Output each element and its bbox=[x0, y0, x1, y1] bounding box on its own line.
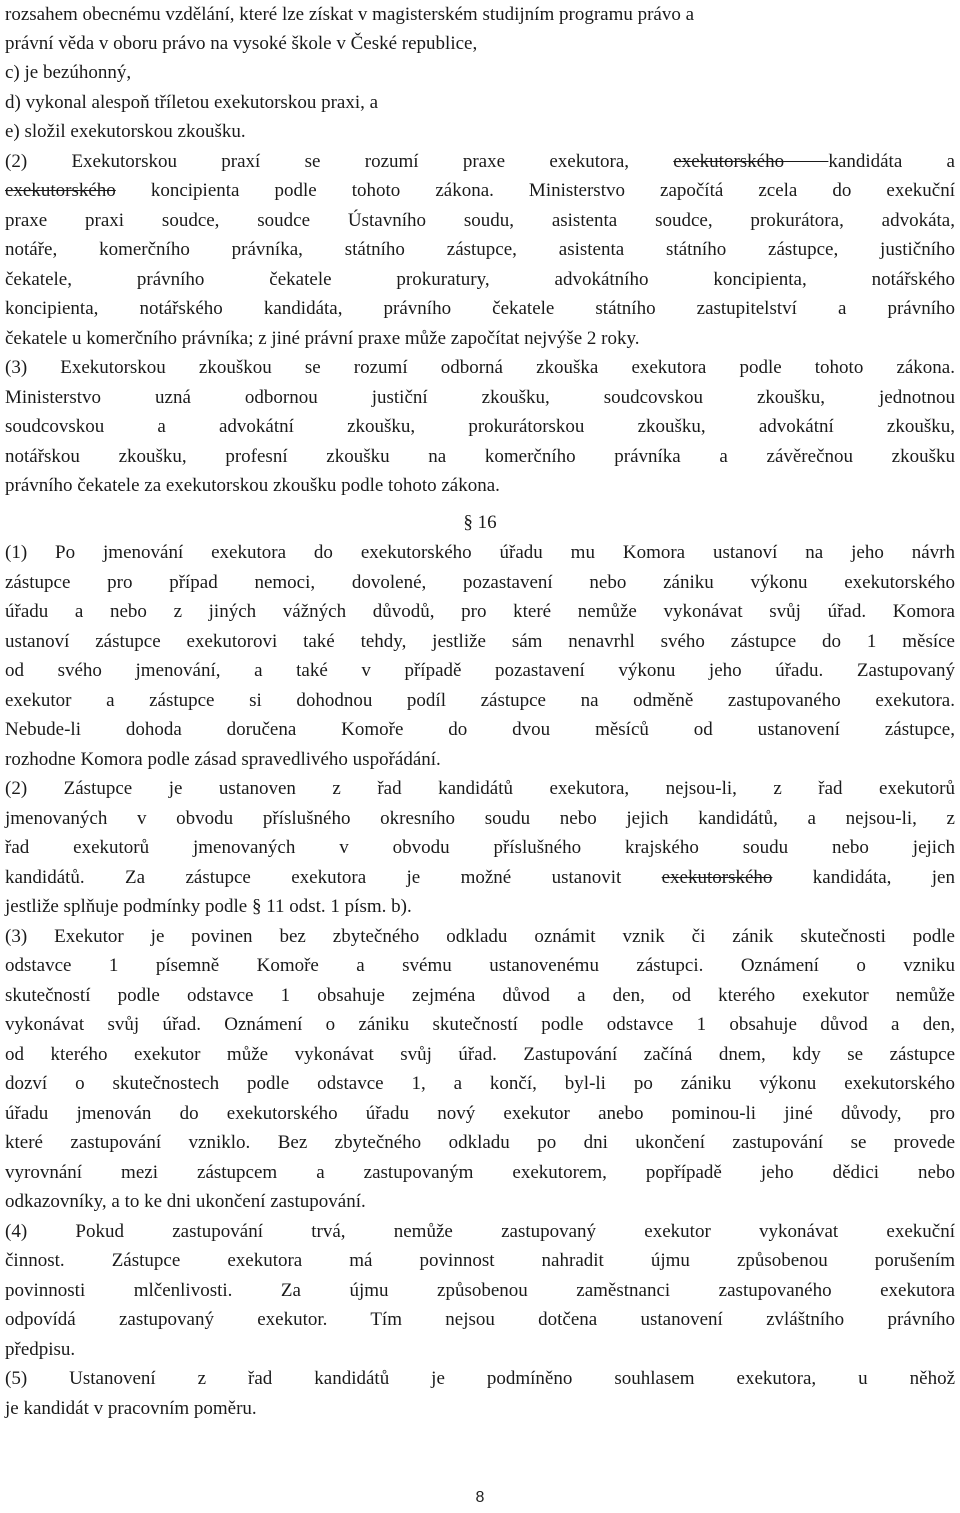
text-line: (3) Exekutor je povinen bez zbytečného odkladu oznámit vznik či zánik skutečnosti podle bbox=[5, 926, 955, 947]
text-line: úřadu a nebo z jiných vážných důvodů, pro které nemůže vykonávat svůj úřad. Komora bbox=[5, 601, 955, 622]
text-line: Ministerstvo uzná odbornou justiční zkoušku, soudcovskou zkoušku, jednotnou bbox=[5, 387, 955, 408]
text-line: činnost. Zástupce exekutora má povinnost nahradit újmu způsobenou porušením bbox=[5, 1250, 955, 1271]
text-line: e) složil exekutorskou zkoušku. bbox=[5, 121, 246, 142]
struck-text: exekutorského bbox=[5, 180, 116, 201]
text-line: (2) Zástupce je ustanoven z řad kandidátů exekutora, nejsou-li, z řad exekutorů bbox=[5, 778, 955, 799]
text-line: notáře, komerčního právníka, státního zástupce, asistenta státního zástupce, justičního bbox=[5, 239, 955, 260]
document-page bbox=[5, 0, 955, 1513]
text-line: od kterého exekutor může vykonávat svůj úřad. Zastupování začíná dnem, kdy se zástupce bbox=[5, 1044, 955, 1065]
text-line: odkazovníky, a to ke dni ukončení zastupování. bbox=[5, 1191, 366, 1212]
text-line: (5) Ustanovení z řad kandidátů je podmíněno souhlasem exekutora, u něhož bbox=[5, 1368, 955, 1389]
text-line: Nebude-li dohoda doručena Komoře do dvou měsíců od ustanovení zástupce, bbox=[5, 719, 955, 740]
text-line: d) vykonal alespoň tříletou exekutorskou praxi, a bbox=[5, 92, 379, 113]
text-line: jestliže splňuje podmínky podle § 11 odst. 1 písm. b). bbox=[5, 896, 412, 917]
text-line: odstavce 1 písemně Komoře a svému ustanovenému zástupci. Oznámení o vzniku bbox=[5, 955, 955, 976]
text-line: koncipienta, notářského kandidáta, právního čekatele státního zastupitelství a právního bbox=[5, 298, 955, 319]
text-line: (1) Po jmenování exekutora do exekutorského úřadu mu Komora ustanoví na jeho návrh bbox=[5, 542, 955, 563]
text-line: čekatele u komerčního právníka; z jiné právní praxe může započítat nejvýše 2 roky. bbox=[5, 328, 640, 349]
text-line: kandidátů. Za zástupce exekutora je možné ustanovit exekutorského kandidáta, jen bbox=[5, 867, 955, 888]
text-line: vykonávat svůj úřad. Oznámení o zániku skutečností podle odstavce 1 obsahuje důvod a den, bbox=[5, 1014, 955, 1035]
text-line: ustanoví zástupce exekutorovi také tehdy, jestliže sám nenavrhl svého zástupce do 1 měsíce bbox=[5, 631, 955, 652]
text-line: rozhodne Komora podle zásad spravedlivého uspořádání. bbox=[5, 749, 441, 770]
text-line: praxe praxi soudce, soudce Ústavního soudu, asistenta soudce, prokurátora, advokáta, bbox=[5, 210, 955, 231]
text-line: povinnosti mlčenlivosti. Za újmu způsobenou zaměstnanci zastupovaného exekutora bbox=[5, 1280, 955, 1301]
section-heading: § 16 bbox=[463, 512, 497, 533]
text-line: řad exekutorů jmenovaných v obvodu příslušného krajského soudu nebo jejich bbox=[5, 837, 955, 858]
text-line: jmenovaných v obvodu příslušného okresního soudu nebo jejich kandidátů, a nejsou-li, z bbox=[5, 808, 955, 829]
text-line: skutečností podle odstavce 1 obsahuje zejména důvod a den, od kterého exekutor nemůže bbox=[5, 985, 955, 1006]
text-line: zástupce pro případ nemoci, dovolené, pozastavení nebo zániku výkonu exekutorského bbox=[5, 572, 955, 593]
text-line: soudcovskou a advokátní zkoušku, prokurátorskou zkoušku, advokátní zkoušku, bbox=[5, 416, 955, 437]
text-line: exekutorského koncipienta podle tohoto zákona. Ministerstvo započítá zcela do exekuční bbox=[5, 180, 955, 201]
text-line: které zastupování vzniklo. Bez zbytečného odkladu po dni ukončení zastupování se provede bbox=[5, 1132, 955, 1153]
text-line: právní věda v oboru právo na vysoké škole v České republice, bbox=[5, 33, 478, 54]
text-line: odpovídá zastupovaný exekutor. Tím nejsou dotčena ustanovení zvláštního právního bbox=[5, 1309, 955, 1330]
page-number: 8 bbox=[475, 1489, 485, 1506]
text-line: předpisu. bbox=[5, 1339, 76, 1360]
text-line: (2) Exekutorskou praxí se rozumí praxe exekutora, exekutorského kandidáta a bbox=[5, 151, 955, 172]
text-line: dozví o skutečnostech podle odstavce 1, a končí, byl-li po zániku výkonu exekutorského bbox=[5, 1073, 955, 1094]
struck-text: exekutorského bbox=[673, 151, 829, 172]
text-line: rozsahem obecnému vzdělání, které lze získat v magisterském studijním programu právo a bbox=[5, 4, 695, 25]
text-line: (4) Pokud zastupování trvá, nemůže zastupovaný exekutor vykonávat exekuční bbox=[5, 1221, 955, 1242]
text-line: vyrovnání mezi zástupcem a zastupovaným exekutorem, popřípadě jeho dědici nebo bbox=[5, 1162, 955, 1183]
struck-text: exekutorského bbox=[661, 867, 773, 888]
text-line: úřadu jmenován do exekutorského úřadu nový exekutor anebo pominou-li jiné důvody, pro bbox=[5, 1103, 955, 1124]
text-line: c) je bezúhonný, bbox=[5, 62, 132, 83]
text-line: od svého jmenování, a také v případě pozastavení výkonu jeho úřadu. Zastupovaný bbox=[5, 660, 955, 681]
text-line: notářskou zkoušku, profesní zkoušku na komerčního právníka a závěrečnou zkoušku bbox=[5, 446, 955, 467]
text-line: je kandidát v pracovním poměru. bbox=[5, 1398, 257, 1419]
text-line: exekutor a zástupce si dohodnou podíl zástupce na odměně zastupovaného exekutora. bbox=[5, 690, 955, 711]
text-line: (3) Exekutorskou zkouškou se rozumí odborná zkouška exekutora podle tohoto zákona. bbox=[5, 357, 955, 378]
text-line: právního čekatele za exekutorskou zkoušku podle tohoto zákona. bbox=[5, 475, 500, 496]
text-line: čekatele, právního čekatele prokuratury, advokátního koncipienta, notářského bbox=[5, 269, 955, 290]
